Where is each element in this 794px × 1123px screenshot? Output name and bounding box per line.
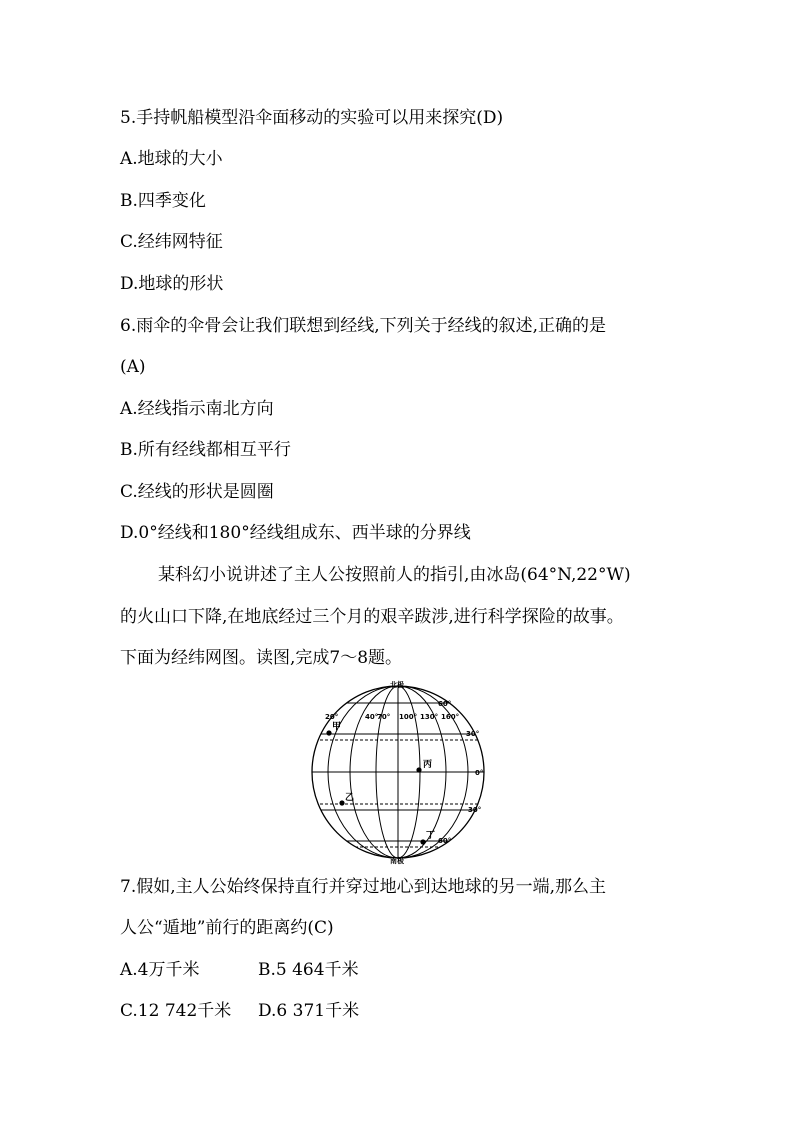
q7-options-row1 [120, 960, 359, 980]
graticule-figure [300, 676, 500, 866]
point-jia [326, 730, 331, 735]
q7-stem-line2: 人公“遁地”前行的距离约(C) [120, 918, 334, 938]
passage-line1: 某科幻小说讲述了主人公按照前人的指引,由冰岛(64°N,22°W) [158, 565, 631, 585]
point-yi [339, 800, 344, 805]
point-ding [420, 839, 425, 844]
lat-label: 30° [466, 730, 480, 738]
passage-line3: 下面为经纬网图。读图,完成7～8题。 [120, 648, 403, 668]
point-label-yi: 乙 [345, 793, 355, 803]
q6-option-d: D.0°经线和180°经线组成东、西半球的分界线 [120, 523, 471, 543]
point-label-jia: 甲 [332, 722, 342, 732]
q5-option-a: A.地球的大小 [120, 149, 223, 169]
q5-option-d: D.地球的形状 [120, 274, 224, 294]
q5-option-c: C.经纬网特征 [120, 232, 223, 252]
q6-option-b: B.所有经线都相互平行 [120, 440, 291, 460]
q7-option-d: D.6 371千米 [258, 1001, 360, 1021]
q7-option-c: C.12 742千米 [120, 1001, 232, 1021]
lon-label: 130° [420, 713, 439, 721]
lon-label: 100° [399, 713, 418, 721]
lon-label: 160° [441, 713, 460, 721]
lat-label: 30° [468, 806, 482, 814]
lat-label: 60° [438, 700, 452, 708]
point-bing [416, 767, 421, 772]
lon-label: 70° [377, 713, 391, 721]
south-pole-label: 南极 [390, 857, 404, 865]
lat-label: 60° [438, 837, 452, 845]
q7-options-row2 [120, 1001, 359, 1021]
q5-option-b: B.四季变化 [120, 191, 206, 211]
q6-stem-line1: 6.雨伞的伞骨会让我们联想到经线,下列关于经线的叙述,正确的是 [120, 316, 607, 336]
q6-option-c: C.经线的形状是圆圈 [120, 482, 274, 502]
north-pole-label: 北极 [390, 681, 404, 689]
lon-label: 20° [325, 713, 339, 721]
q6-stem-line2: (A) [120, 357, 146, 377]
q6-option-a: A.经线指示南北方向 [120, 399, 274, 419]
q7-option-a: A.4万千米 [120, 960, 200, 980]
passage-line2: 的火山口下降,在地底经过三个月的艰辛跋涉,进行科学探险的故事。 [120, 607, 624, 627]
point-label-ding: 丁 [426, 831, 436, 841]
lon-label: 40° [365, 713, 379, 721]
point-label-bing: 丙 [423, 760, 433, 770]
q5-stem: 5.手持帆船模型沿伞面移动的实验可以用来探究(D) [120, 108, 504, 128]
q7-option-b: B.5 464千米 [258, 960, 359, 980]
q7-stem-line1: 7.假如,主人公始终保持直行并穿过地心到达地球的另一端,那么主 [120, 877, 607, 897]
lat-label: 0° [475, 769, 484, 777]
